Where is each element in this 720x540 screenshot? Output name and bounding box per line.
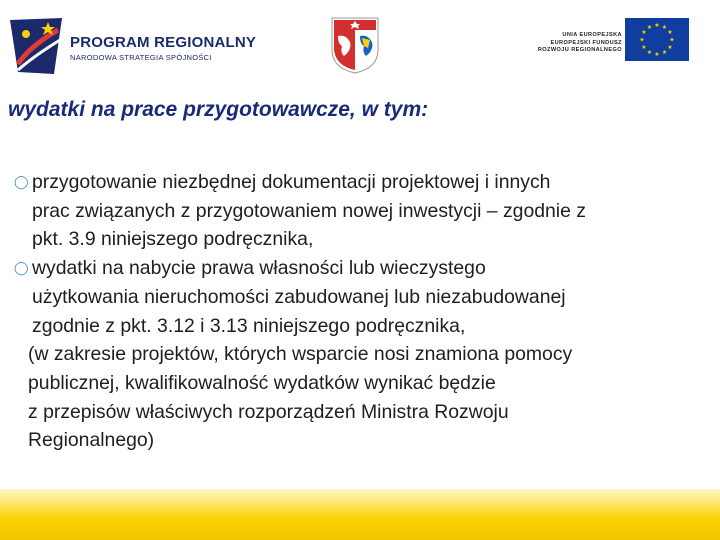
eu-line-2: EUROPEJSKI FUNDUSZ xyxy=(550,39,622,46)
bullet-line: prac związanych z przygotowaniem nowej inwestycji – zgodnie z xyxy=(32,199,586,222)
note-line: z przepisów właściwych rozporządzeń Ministra Rozwoju xyxy=(28,400,509,423)
svg-text:★: ★ xyxy=(654,22,660,29)
note-line: Regionalnego) xyxy=(28,429,155,452)
svg-text:★: ★ xyxy=(641,44,647,51)
bullet-item xyxy=(8,168,713,254)
svg-text:★: ★ xyxy=(669,36,675,44)
bullet-line: pkt. 3.9 niniejszego podręcznika, xyxy=(32,228,314,251)
footer-band xyxy=(0,489,720,540)
coat-of-arms-icon xyxy=(330,16,380,74)
svg-text:★: ★ xyxy=(667,44,673,51)
svg-text:★: ★ xyxy=(654,51,660,58)
eu-flag-icon xyxy=(625,18,689,61)
bullet-line: użytkowania nieruchomości zabudowanej lub niezabudowanej xyxy=(32,285,566,308)
eu-line-1: UNIA EUROPEJSKA xyxy=(562,32,622,38)
slide-heading: wydatki na prace przygotowawcze, w tym: xyxy=(8,98,429,121)
bullet-line: wydatki na nabycie prawa własności lub wieczystego xyxy=(32,257,486,280)
eu-line-3: ROZWOJU REGIONALNEGO xyxy=(537,47,622,53)
note-line: (w zakresie projektów, których wsparcie nosi znamiona pomocy xyxy=(28,343,573,366)
bullet-item xyxy=(8,254,713,340)
svg-text:★: ★ xyxy=(646,49,653,56)
svg-text:★: ★ xyxy=(661,49,668,56)
svg-text:★: ★ xyxy=(639,36,645,44)
svg-text:★: ★ xyxy=(641,29,647,36)
bullet-line: przygotowanie niezbędnej dokumentacji projektowej i innych xyxy=(32,171,551,193)
eu-fund-label xyxy=(538,32,622,55)
program-logo-subtitle: NARODOWA STRATEGIA SPÓJNOŚCI xyxy=(70,53,212,62)
bullet-icon: ◯ xyxy=(14,174,29,189)
slide-content xyxy=(8,168,713,455)
note-paragraph xyxy=(8,340,713,455)
program-regionalny-logo xyxy=(8,14,258,78)
note-line: publicznej, kwalifikowalność wydatków wynikać będzie xyxy=(28,371,496,394)
program-logo-title: PROGRAM REGIONALNY xyxy=(70,34,257,51)
bullet-icon: ◯ xyxy=(14,260,29,276)
bullet-line: zgodnie z pkt. 3.12 i 3.13 niniejszego podręcznika, xyxy=(32,314,466,337)
svg-text:★: ★ xyxy=(661,24,668,31)
program-logo-icon xyxy=(8,16,66,76)
svg-text:★: ★ xyxy=(667,29,673,36)
svg-text:★: ★ xyxy=(646,24,653,31)
